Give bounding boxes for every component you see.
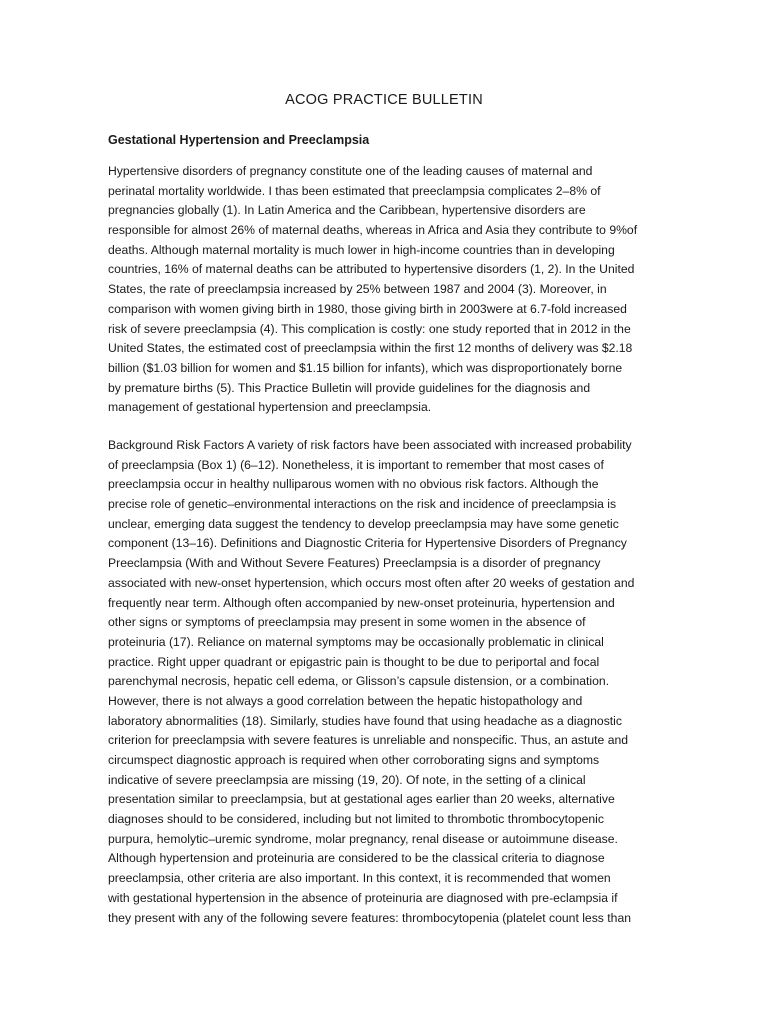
paragraph-intro — [108, 162, 668, 418]
paragraph-line: laboratory abnormalities (18). Similarly, studies have found that using headache as a diagnostic — [108, 713, 622, 728]
paragraph-line: pregnancies globally (1). In Latin America and the Caribbean, hypertensive disorders are — [108, 203, 586, 218]
paragraph-line: risk of severe preeclampsia (4). This complication is costly: one study reported that in 2012 in the — [108, 321, 631, 336]
paragraph-line: purpura, hemolytic–uremic syndrome, molar pregnancy, renal disease or autoimmune disease. — [108, 831, 618, 846]
paragraph-line: United States, the estimated cost of preeclampsia within the first 12 months of delivery was $2.18 — [108, 341, 633, 356]
paragraph-line: with gestational hypertension in the absence of proteinuria are diagnosed with pre-eclampsia if — [108, 890, 618, 905]
paragraph-line: indicative of severe preeclampsia are missing (19, 20). Of note, in the setting of a clinical — [108, 772, 586, 787]
paragraph-line: frequently near term. Although often accompanied by new-onset proteinuria, hypertension and — [108, 595, 615, 610]
paragraph-line: other signs or symptoms of preeclampsia may present in some women in the absence of — [108, 615, 586, 630]
paragraph-line: management of gestational hypertension and preeclampsia. — [108, 400, 432, 415]
section-heading: Gestational Hypertension and Preeclampsia — [108, 133, 370, 147]
paragraph-line: billion ($1.03 billion for women and $1.15 billion for infants), which was disproportionately borne — [108, 360, 623, 375]
paragraph-line: presentation similar to preeclampsia, but at gestational ages earlier than 20 weeks, alternative — [108, 792, 615, 807]
paragraph-line: preeclampsia, other criteria are also important. In this context, it is recommended that women — [108, 871, 611, 886]
paragraph-line: However, there is not always a good correlation between the hepatic histopathology and — [108, 693, 583, 708]
paragraph-line: by premature births (5). This Practice Bulletin will provide guidelines for the diagnosis and — [108, 380, 591, 395]
paragraph-line: parenchymal necrosis, hepatic cell edema, or Glisson’s capsule distension, or a combination. — [108, 674, 610, 689]
paragraph-line: Preeclampsia (With and Without Severe Features) Preeclampsia is a disorder of pregnancy — [108, 556, 601, 571]
paragraph-line: States, the rate of preeclampsia increased by 25% between 1987 and 2004 (3). Moreover, in — [108, 282, 607, 297]
paragraph-line: perinatal mortality worldwide. I thas been estimated that preeclampsia complicates 2–8% of — [108, 183, 601, 198]
paragraph-line: Background Risk Factors A variety of risk factors have been associated with increased probability — [108, 438, 632, 452]
paragraph-line: responsible for almost 26% of maternal deaths, whereas in Africa and Asia they contribute to 9%of — [108, 223, 638, 238]
paragraph-background — [108, 436, 668, 928]
paragraph-line: precise role of genetic–environmental interactions on the risk and incidence of preeclampsia is — [108, 497, 617, 512]
paragraph-line: comparison with women giving birth in 1980, those giving birth in 2003were at 6.7-fold increased — [108, 301, 627, 316]
paragraph-line: they present with any of the following severe features: thrombocytopenia (platelet count less than — [108, 910, 632, 925]
paragraph-line: proteinuria (17). Reliance on maternal symptoms may be occasionally problematic in clinical — [108, 634, 604, 649]
paragraph-line: associated with new-onset hypertension, which occurs most often after 20 weeks of gestation and — [108, 575, 635, 590]
paragraph-line: countries, 16% of maternal deaths can be attributed to hypertensive disorders (1, 2). In the United — [108, 262, 635, 277]
paragraph-line: unclear, emerging data suggest the tendency to develop preeclampsia may have some genetic — [108, 516, 619, 531]
paragraph-line: deaths. Although maternal mortality is much lower in high-income countries than in developing — [108, 242, 615, 257]
paragraph-line: circumspect diagnostic approach is required when other corroborating signs and symptoms — [108, 753, 600, 767]
paragraph-line: Although hypertension and proteinuria are considered to be the classical criteria to diagnose — [108, 851, 605, 866]
paragraph-line: of preeclampsia (Box 1) (6–12). Nonetheless, it is important to remember that most cases of — [108, 457, 604, 472]
paragraph-line: diagnoses should to be considered, including but not limited to thrombotic thrombocytopenic — [108, 812, 604, 827]
paragraph-line: criterion for preeclampsia with severe features is unreliable and nonspecific. Thus, an astute and — [108, 733, 629, 748]
paragraph-line: Hypertensive disorders of pregnancy constitute one of the leading causes of maternal and — [108, 164, 593, 178]
paragraph-line: practice. Right upper quadrant or epigastric pain is thought to be due to periportal and focal — [108, 654, 600, 669]
document-title: ACOG PRACTICE BULLETIN — [285, 92, 483, 108]
paragraph-line: preeclampsia occur in healthy nulliparous women with no obvious risk factors. Although the — [108, 477, 599, 492]
paragraph-line: component (13–16). Definitions and Diagnostic Criteria for Hypertensive Disorders of Pregnancy — [108, 536, 627, 551]
